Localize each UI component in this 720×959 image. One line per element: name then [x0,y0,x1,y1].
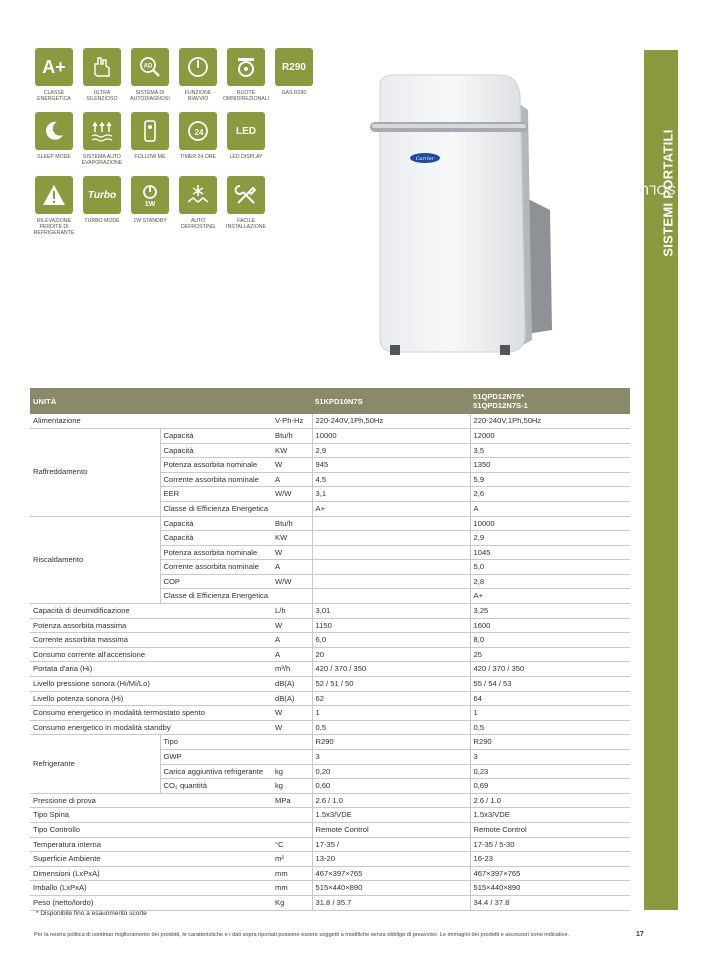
feature-defrost [174,176,222,230]
value-model-1: A+ [312,501,470,516]
unit-cell [272,822,312,837]
value-model-2: 1600 [470,618,630,633]
unit-cell [272,589,312,604]
table-row [30,633,630,648]
value-model-2: 5,0 [470,560,630,575]
value-model-2: R290 [470,735,630,750]
table-row [30,720,630,735]
sub-label: Tipo [160,735,272,750]
header-model-2 [470,388,630,414]
remote-icon [131,112,169,150]
feature-restart [174,48,222,102]
unit-cell: W [272,618,312,633]
group-label: Riscaldamento [30,516,160,604]
value-model-2: 1 [470,706,630,721]
gas-r290-icon: R290 [275,48,313,86]
value-model-1: 220-240V,1Ph,50Hz [312,414,470,428]
value-model-2: 2.6 / 1.0 [470,793,630,808]
page-number: 17 [636,931,644,938]
unit-cell [272,501,312,516]
sub-label: CO₂ quantità [160,779,272,794]
value-model-1 [312,531,470,546]
unit-cell: W/W [272,574,312,589]
unit-cell: W [272,720,312,735]
value-model-1: 0,60 [312,779,470,794]
feature-label: TURBO MODE [84,218,120,224]
row-label: Potenza assorbita massima [30,618,272,633]
unit-cell: m³/h [272,662,312,677]
unit-cell: Btu/h [272,428,312,443]
table-row [30,866,630,881]
table-row [30,662,630,677]
header-model-2-line2: 51QPD12N7S-1 [473,401,528,410]
row-label: Pressione di prova [30,793,272,808]
defrost-icon [179,176,217,214]
side-title-prefix: HOME SOLUTIONS _ [586,182,720,198]
feature-label: 1W STANDBY [133,218,167,224]
sub-label: COP [160,574,272,589]
value-model-2: 64 [470,691,630,706]
value-model-1 [312,574,470,589]
table-header [30,388,630,414]
value-model-1: 1.5x3/VDE [312,808,470,823]
value-model-2: 1350 [470,458,630,473]
value-model-1: 31.8 / 35.7 [312,895,470,910]
value-model-2: 12000 [470,428,630,443]
value-model-2: 0,69 [470,779,630,794]
feature-label: FUNZIONE RIAVVIO [184,90,212,102]
table-row [30,647,630,662]
feature-label: LED DISPLAY [229,154,263,160]
energy-class-icon: A+ [35,48,73,86]
value-model-1: 1150 [312,618,470,633]
row-label: Superficie Ambiente [30,852,272,867]
feature-evaporation [78,112,126,166]
row-label: Livello potenza sonora (Hi) [30,691,272,706]
wheel-icon [227,48,265,86]
restart-icon [179,48,217,86]
row-label: Imballo (LxPxA) [30,881,272,896]
value-model-2: 17-35 / 5-30 [470,837,630,852]
value-model-1: 10000 [312,428,470,443]
unit-cell: kg [272,779,312,794]
unit-cell: m² [272,852,312,867]
feature-silent-hand [78,48,126,102]
value-model-1: 0,5 [312,720,470,735]
feature-label: RUOTE OMNIDIREZIONALI [222,90,270,102]
value-model-1: 13-20 [312,852,470,867]
feature-label: GAS R290 [281,90,307,96]
feature-autodiagnosis [126,48,174,102]
unit-cell: °C [272,837,312,852]
value-model-2: 8,0 [470,633,630,648]
row-label: Portata d'aria (Hi) [30,662,272,677]
standby-icon [131,176,169,214]
value-model-1: 62 [312,691,470,706]
sub-label: Carica aggiuntiva refrigerante [160,764,272,779]
table-row [30,604,630,619]
value-model-1: 515×440×890 [312,881,470,896]
value-model-1: 52 / 51 / 50 [312,677,470,692]
header-model-1: 51KPD10N7S [312,388,470,414]
unit-cell: W/W [272,487,312,502]
feature-wheel [222,48,270,102]
value-model-1: 945 [312,458,470,473]
unit-cell: mm [272,866,312,881]
row-label: Tipo Controllo [30,822,272,837]
value-model-2: 55 / 54 / 53 [470,677,630,692]
value-model-2: 420 / 370 / 350 [470,662,630,677]
value-model-1: R290 [312,735,470,750]
unit-cell: A [272,472,312,487]
value-model-1: 0,20 [312,764,470,779]
unit-cell: dB(A) [272,677,312,692]
feature-label: CLASSE ENERGETICA [37,90,71,102]
value-model-1: Remote Control [312,822,470,837]
feature-label: RILEVAZIONE PERDITE DI REFRIGERANTE [33,218,75,236]
unit-cell: A [272,647,312,662]
sub-label: Capacità [160,443,272,458]
unit-cell: Kg [272,895,312,910]
value-model-2: 515×440×890 [470,881,630,896]
feature-label: FACILE INSTALLAZIONE [226,218,266,230]
sub-label: EER [160,487,272,502]
table-row [30,735,630,750]
sub-label: Corrente assorbita nominale [160,560,272,575]
value-model-1: 17-35 / [312,837,470,852]
value-model-1: 2.6 / 1.0 [312,793,470,808]
portable-air-conditioner-image [360,70,560,360]
side-title [586,50,720,330]
feature-tools [222,176,270,230]
feature-label: SLEEP MODE [37,154,71,160]
unit-cell: W [272,458,312,473]
value-model-2: 1045 [470,545,630,560]
unit-cell [272,750,312,765]
unit-cell: KW [272,443,312,458]
timer-icon [179,112,217,150]
table-row [30,822,630,837]
group-label: Raffreddamento [30,428,160,516]
value-model-1: 6,0 [312,633,470,648]
turbo-icon: Turbo [83,176,121,214]
row-label: Capacità di deumidificazione [30,604,272,619]
value-model-1: 3,1 [312,487,470,502]
group-label: Refrigerante [30,735,160,793]
value-model-1 [312,560,470,575]
feature-timer [174,112,222,160]
feature-label: ULTRA SILENZIOSO [86,90,118,102]
table-row [30,706,630,721]
spec-table [30,388,630,911]
value-model-2: 2,6 [470,487,630,502]
table-row [30,516,630,531]
feature-label: TIMER 24 ORE [179,154,217,160]
leak-warning-icon [35,176,73,214]
table-row [30,793,630,808]
sub-label: Capacità [160,428,272,443]
row-label: Corrente assorbita massima [30,633,272,648]
table-row [30,895,630,910]
value-model-1 [312,589,470,604]
side-band [586,50,720,910]
sub-label: Classe di Efficienza Energetica [160,589,272,604]
feature-led-display [222,112,270,160]
value-model-2: 3,25 [470,604,630,619]
sub-label: Classe di Efficienza Energetica [160,501,272,516]
table-row [30,677,630,692]
unit-cell: A [272,560,312,575]
table-row [30,618,630,633]
sub-label: Potenza assorbita nominale [160,458,272,473]
value-model-2: 5,9 [470,472,630,487]
footnote: * Disponibile fino a esaurimento scorte [36,910,147,917]
value-model-2: Remote Control [470,822,630,837]
table-row [30,852,630,867]
silent-hand-icon [83,48,121,86]
feature-label: SISTEMA AUTO EVAPORAZIONE [81,154,123,166]
value-model-2: 3 [470,750,630,765]
tools-icon [227,176,265,214]
value-model-1: 4,5 [312,472,470,487]
unit-cell: A [272,633,312,648]
sub-label: Corrente assorbita nominale [160,472,272,487]
value-model-2: 3,5 [470,443,630,458]
row-label: Consumo corrente all'accensione [30,647,272,662]
row-label: Peso (netto/lordo) [30,895,272,910]
value-model-2: 34.4 / 37.8 [470,895,630,910]
sub-label: Capacità [160,516,272,531]
feature-gas-r290 [270,48,318,96]
table-row [30,837,630,852]
feature-moon [30,112,78,160]
feature-remote [126,112,174,160]
unit-cell [272,808,312,823]
feature-standby [126,176,174,224]
svg-text:24: 24 [194,128,204,137]
value-model-1: 420 / 370 / 350 [312,662,470,677]
value-model-2: 16-23 [470,852,630,867]
led-display-icon: LED [227,112,265,150]
value-model-1 [312,516,470,531]
value-model-2: 10000 [470,516,630,531]
unit-cell: L/h [272,604,312,619]
sub-label: GWP [160,750,272,765]
svg-text:1W: 1W [144,201,156,208]
value-model-1: 20 [312,647,470,662]
table-row [30,881,630,896]
value-model-2: 0,5 [470,720,630,735]
row-label: Livello pressione sonora (Hi/Mi/Lo) [30,677,272,692]
feature-label: SISTEMA DI AUTODIAGNOSI [130,90,170,102]
feature-leak-warning [30,176,78,236]
evaporation-icon [83,112,121,150]
autodiagnosis-icon [131,48,169,86]
table-row [30,691,630,706]
feature-label: AUTO DEFROSTING [180,218,215,230]
table-row [30,414,630,428]
header-model-2-line1: 51QPD12N7S* [473,392,525,401]
unit-cell [272,735,312,750]
side-title-bold: SISTEMI PORTATILI [661,129,677,257]
value-model-1: 3 [312,750,470,765]
value-model-2: 1.5x3/VDE [470,808,630,823]
disclaimer: Per la nostra politica di continuo miglioramento dei prodotti, le caratteristiche e i dati sopra riportati possono essere soggetti a modifiche senza obbligo di preavviso. Le immagini dei prodotti e accessori sono indicative. [34,932,570,938]
sub-label: Capacità [160,531,272,546]
value-model-2: 25 [470,647,630,662]
row-label: Temperatura interna [30,837,272,852]
value-model-2: 467×397×765 [470,866,630,881]
row-label: Dimensioni (LxPxA) [30,866,272,881]
value-model-2: 220-240V,1Ph,50Hz [470,414,630,428]
value-model-1: 1 [312,706,470,721]
unit-cell: dB(A) [272,691,312,706]
unit-cell: Btu/h [272,516,312,531]
value-model-2: A+ [470,589,630,604]
unit-cell: W [272,545,312,560]
unit-cell: kg [272,764,312,779]
svg-text:AD: AD [143,63,153,70]
carrier-logo: Carrier [415,156,435,162]
value-model-2: A [470,501,630,516]
moon-icon [35,112,73,150]
value-model-2: 2,8 [470,574,630,589]
value-model-1: 3,01 [312,604,470,619]
row-label: Consumo energetico in modalità standby [30,720,272,735]
row-label: Consumo energetico in modalità termostato spento [30,706,272,721]
unit-cell: W [272,706,312,721]
table-row [30,808,630,823]
unit-cell: V-Ph-Hz [272,414,312,428]
unit-cell: mm [272,881,312,896]
feature-label: FOLLOW ME [134,154,166,160]
value-model-1 [312,545,470,560]
unit-cell: MPa [272,793,312,808]
unit-cell: KW [272,531,312,546]
row-label: Alimentazione [30,414,272,428]
value-model-2: 2,9 [470,531,630,546]
value-model-1: 2,9 [312,443,470,458]
table-row [30,428,630,443]
value-model-2: 0,23 [470,764,630,779]
feature-turbo [78,176,126,224]
feature-energy-class [30,48,78,102]
row-label: Tipo Spina [30,808,272,823]
sub-label: Potenza assorbita nominale [160,545,272,560]
value-model-1: 467×397×765 [312,866,470,881]
header-unit: UNITÀ [30,388,312,414]
